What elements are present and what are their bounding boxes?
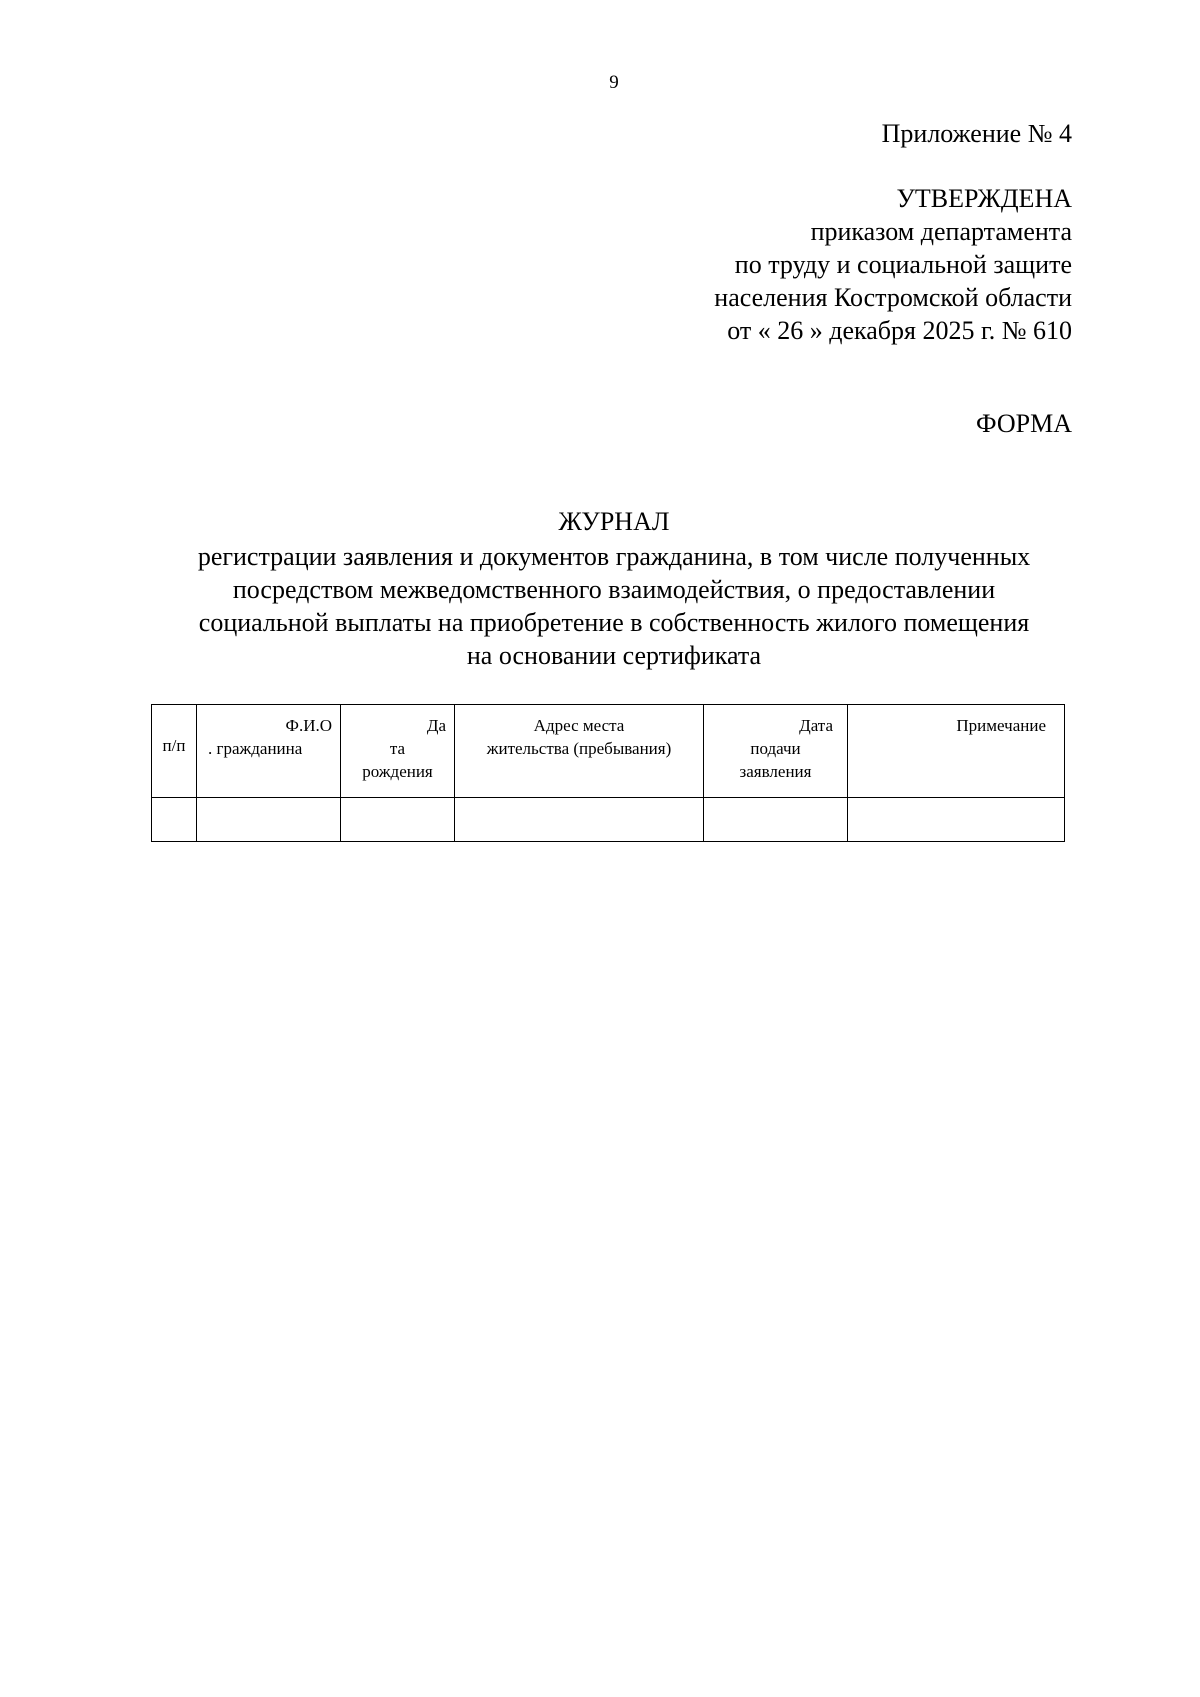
header-number-label: п/п	[162, 736, 186, 755]
table-header-row	[152, 705, 1065, 798]
header-application-date-line: Дата	[799, 716, 833, 735]
header-birth-date-line: Да	[426, 716, 446, 735]
header-fio-line: . гражданина	[208, 739, 303, 758]
header-number	[152, 705, 197, 798]
header-birth-date-line: рождения	[362, 762, 433, 781]
header-address	[455, 705, 704, 798]
table-cell[interactable]	[152, 798, 197, 842]
page-number: 9	[609, 72, 619, 93]
table-cell[interactable]	[455, 798, 704, 842]
form-label: ФОРМА	[976, 409, 1072, 438]
header-note-label: Примечание	[956, 716, 1046, 735]
header-application-date-line: подачи	[750, 739, 801, 758]
table-row	[152, 798, 1065, 842]
journal-title: ЖУРНАЛ	[558, 507, 670, 536]
approval-block	[714, 182, 1072, 347]
annex-label: Приложение № 4	[881, 119, 1072, 148]
table-cell[interactable]	[704, 798, 848, 842]
journal-subtitle	[150, 540, 1078, 672]
header-fio	[197, 705, 341, 798]
register-table	[151, 704, 1065, 842]
approval-line: по труду и социальной защите	[734, 250, 1072, 279]
table-cell[interactable]	[341, 798, 455, 842]
header-birth-date-line: та	[389, 739, 406, 758]
header-address-line: Адрес места	[533, 716, 625, 735]
journal-subtitle-line: посредством межведомственного взаимодействия, о предоставлении	[232, 575, 996, 604]
header-birth-date	[341, 705, 455, 798]
approval-line: приказом департамента	[810, 217, 1072, 246]
table-cell[interactable]	[197, 798, 341, 842]
table-cell[interactable]	[848, 798, 1065, 842]
approval-date-number: от « 26 » декабря 2025 г. № 610	[727, 316, 1072, 345]
approval-line: населения Костромской области	[714, 283, 1072, 312]
header-fio-line: Ф.И.О	[285, 716, 332, 735]
approval-title: УТВЕРЖДЕНА	[896, 184, 1072, 213]
journal-subtitle-line: регистрации заявления и документов гражданина, в том числе полученных	[197, 542, 1031, 571]
journal-subtitle-line: социальной выплаты на приобретение в собственность жилого помещения	[198, 608, 1030, 637]
header-note	[848, 705, 1065, 798]
header-application-date	[704, 705, 848, 798]
header-address-line: жительства (пребывания)	[486, 739, 672, 758]
journal-subtitle-line: на основании сертификата	[466, 641, 762, 670]
header-application-date-line: заявления	[739, 762, 812, 781]
